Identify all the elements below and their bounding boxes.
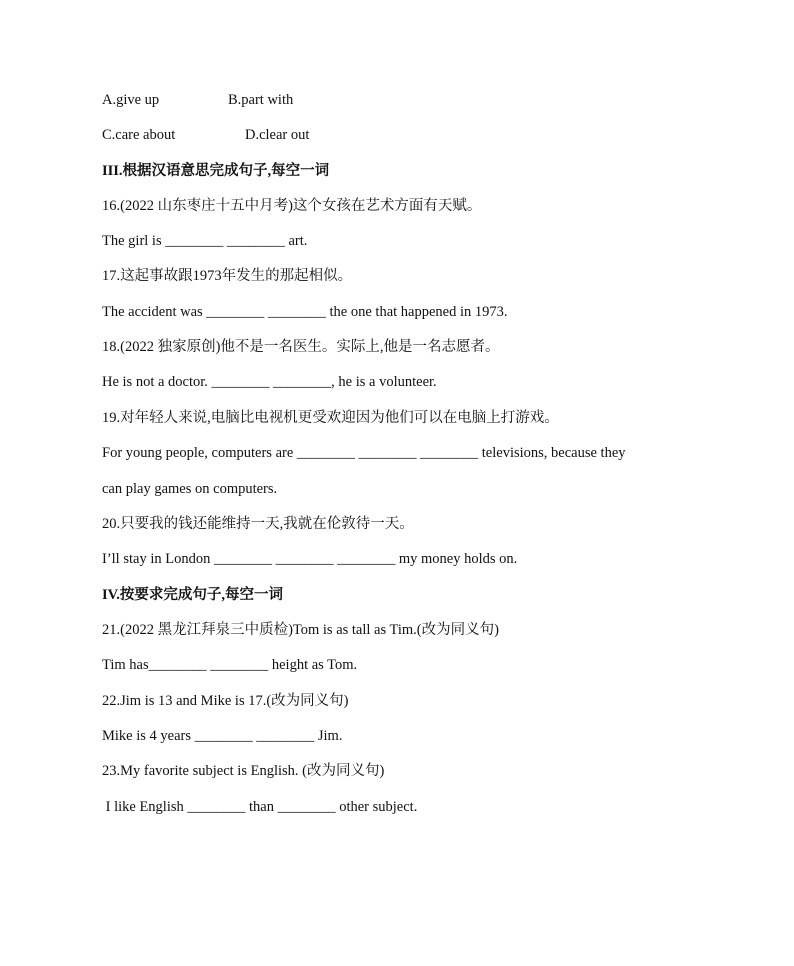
question-22-prompt: 22.Jim is 13 and Mike is 17.(改为同义句) [102,693,349,709]
option-c: C.care about [102,127,176,143]
question-17-english: The accident was ________ ________ the one that happened in 1973. [102,304,508,320]
question-19-english-line-2: can play games on computers. [102,481,278,497]
question-22-answer-line: Mike is 4 years ________ ________ Jim. [102,728,343,744]
question-17-chinese: 17.这起事故跟1973年发生的那起相似。 [102,268,353,284]
question-18-english: He is not a doctor. ________ ________, he is a volunteer. [102,374,437,390]
question-20-chinese: 20.只要我的钱还能维持一天,我就在伦敦待一天。 [102,516,414,532]
question-20-english: I’ll stay in London ________ ________ ________ my money holds on. [102,551,518,567]
question-18-chinese: 18.(2022 独家原创)他不是一名医生。实际上,他是一名志愿者。 [102,339,500,355]
question-23-prompt: 23.My favorite subject is English. (改为同义句) [102,763,385,779]
question-16-chinese: 16.(2022 山东枣庄十五中月考)这个女孩在艺术方面有天赋。 [102,198,482,214]
question-21-prompt: 21.(2022 黑龙江拜泉三中质检)Tom is as tall as Tim.(改为同义句) [102,622,499,638]
option-a: A.give up [102,92,160,108]
option-d: D.clear out [245,127,310,143]
question-19-chinese: 19.对年轻人来说,电脑比电视机更受欢迎因为他们可以在电脑上打游戏。 [102,410,559,426]
question-19-english-line-1: For young people, computers are ________ ________ ________ televisions, because they [102,445,626,461]
question-16-english: The girl is ________ ________ art. [102,233,308,249]
question-21-answer-line: Tim has________ ________ height as Tom. [102,657,358,673]
option-b: B.part with [228,92,294,108]
question-23-answer-line: I like English ________ than ________ other subject. [102,799,418,815]
section-3-heading: III.根据汉语意思完成句子,每空一词 [102,163,330,179]
section-4-heading: IV.按要求完成句子,每空一词 [102,587,283,603]
